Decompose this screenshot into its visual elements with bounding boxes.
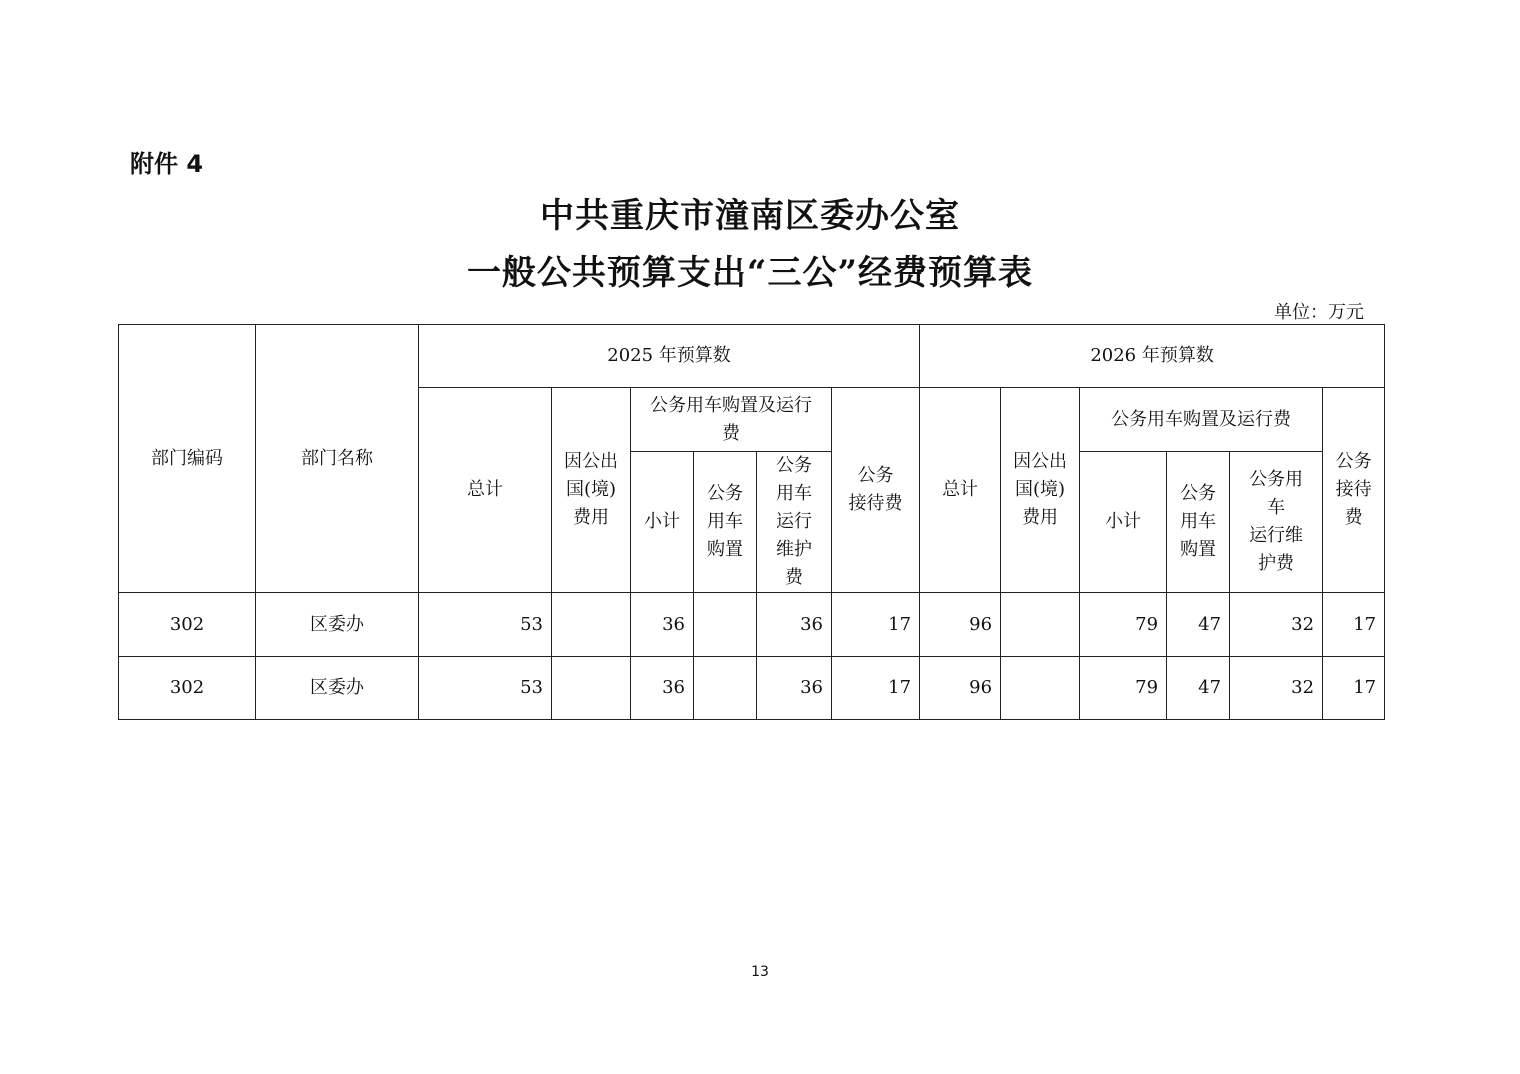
table-row	[119, 593, 1385, 657]
cell-2025-purchase	[694, 657, 757, 720]
header-maintenance-2026-line2: 车	[1267, 497, 1286, 518]
header-car-group-2026: 公务用车购置及运行费	[1080, 388, 1323, 452]
cell-2026-purchase: 47	[1167, 657, 1230, 720]
header-subtotal-2025: 小计	[631, 452, 694, 593]
budget-table	[118, 324, 1385, 720]
header-total-2026: 总计	[920, 388, 1001, 593]
cell-2025-reception: 17	[832, 657, 920, 720]
page-number: 13	[751, 964, 769, 980]
cell-dept-name: 区委办	[256, 657, 419, 720]
header-maintenance-2026-line1: 公务用	[1249, 469, 1304, 490]
header-reception-2025-line1: 公务	[857, 465, 894, 486]
attachment-label: 附件 4	[130, 150, 204, 178]
title-line-2: 一般公共预算支出“三公”经费预算表	[466, 253, 1034, 293]
cell-2025-maintenance: 36	[757, 593, 832, 657]
header-car-group-2025-line1: 公务用车购置及运行	[650, 394, 812, 416]
header-maintenance-2025-line3: 运行	[776, 511, 812, 532]
header-overseas-2025-line3: 费用	[573, 507, 609, 528]
header-overseas-2026-line2: 国(境)	[1015, 479, 1066, 500]
cell-2025-total: 53	[419, 593, 552, 657]
cell-2026-overseas	[1001, 593, 1080, 657]
header-maintenance-2025-line5: 费	[785, 567, 803, 588]
cell-2025-purchase	[694, 593, 757, 657]
header-purchase-2025-line1: 公务	[707, 483, 743, 504]
header-reception-2026	[1323, 388, 1385, 593]
header-year-2025: 2025 年预算数	[419, 325, 920, 388]
header-dept-name: 部门名称	[256, 325, 419, 593]
cell-2025-reception: 17	[832, 593, 920, 657]
header-maintenance-2025-line4: 维护	[776, 539, 812, 560]
header-purchase-2026-line3: 购置	[1180, 539, 1217, 560]
header-overseas-2025	[552, 388, 631, 593]
cell-2025-subtotal: 36	[631, 593, 694, 657]
cell-2026-total: 96	[920, 657, 1001, 720]
header-purchase-2026-line2: 用车	[1180, 511, 1217, 532]
cell-dept-code: 302	[119, 657, 256, 720]
cell-2026-reception: 17	[1323, 593, 1385, 657]
header-reception-2025-line2: 接待费	[848, 493, 903, 514]
table-row	[119, 657, 1385, 720]
cell-2026-total: 96	[920, 593, 1001, 657]
header-maintenance-2025-line1: 公务	[776, 455, 812, 476]
header-maintenance-2026-line4: 护费	[1258, 553, 1295, 574]
header-subtotal-2026: 小计	[1080, 452, 1167, 593]
cell-2025-subtotal: 36	[631, 657, 694, 720]
cell-2026-subtotal: 79	[1080, 657, 1167, 720]
header-overseas-2026	[1001, 388, 1080, 593]
cell-2026-purchase: 47	[1167, 593, 1230, 657]
header-dept-code: 部门编码	[119, 325, 256, 593]
header-car-group-2025	[631, 388, 832, 452]
cell-2025-overseas	[552, 593, 631, 657]
cell-dept-name: 区委办	[256, 593, 419, 657]
cell-2026-subtotal: 79	[1080, 593, 1167, 657]
header-reception-2026-line3: 费	[1344, 507, 1363, 528]
header-purchase-2026-line1: 公务	[1180, 483, 1217, 504]
cell-2026-overseas	[1001, 657, 1080, 720]
header-overseas-2025-line2: 国(境)	[565, 479, 617, 500]
header-maintenance-2026	[1230, 452, 1323, 593]
cell-2025-maintenance: 36	[757, 657, 832, 720]
header-purchase-2025-line3: 购置	[707, 539, 743, 560]
cell-2025-total: 53	[419, 657, 552, 720]
header-overseas-2026-line1: 因公出	[1013, 451, 1068, 472]
header-maintenance-2025	[757, 452, 832, 593]
header-maintenance-2025-line2: 用车	[776, 483, 812, 504]
header-overseas-2025-line1: 因公出	[564, 451, 618, 472]
header-reception-2026-line1: 公务	[1335, 451, 1372, 472]
header-maintenance-2026-line3: 运行维	[1249, 525, 1304, 546]
header-reception-2025	[832, 388, 920, 593]
header-reception-2026-line2: 接待	[1335, 479, 1372, 500]
header-purchase-2026	[1167, 452, 1230, 593]
header-purchase-2025-line2: 用车	[707, 511, 743, 532]
title-line-1: 中共重庆市潼南区委办公室	[540, 196, 960, 236]
cell-2025-overseas	[552, 657, 631, 720]
header-car-group-2025-line2: 费	[722, 422, 740, 444]
cell-2026-maintenance: 32	[1230, 593, 1323, 657]
header-purchase-2025	[694, 452, 757, 593]
header-year-2026: 2026 年预算数	[920, 325, 1385, 388]
cell-2026-maintenance: 32	[1230, 657, 1323, 720]
unit-label: 单位：万元	[1274, 302, 1364, 323]
header-total-2025: 总计	[419, 388, 552, 593]
header-overseas-2026-line3: 费用	[1022, 507, 1059, 528]
cell-dept-code: 302	[119, 593, 256, 657]
header-row-1	[119, 325, 1385, 388]
cell-2026-reception: 17	[1323, 657, 1385, 720]
